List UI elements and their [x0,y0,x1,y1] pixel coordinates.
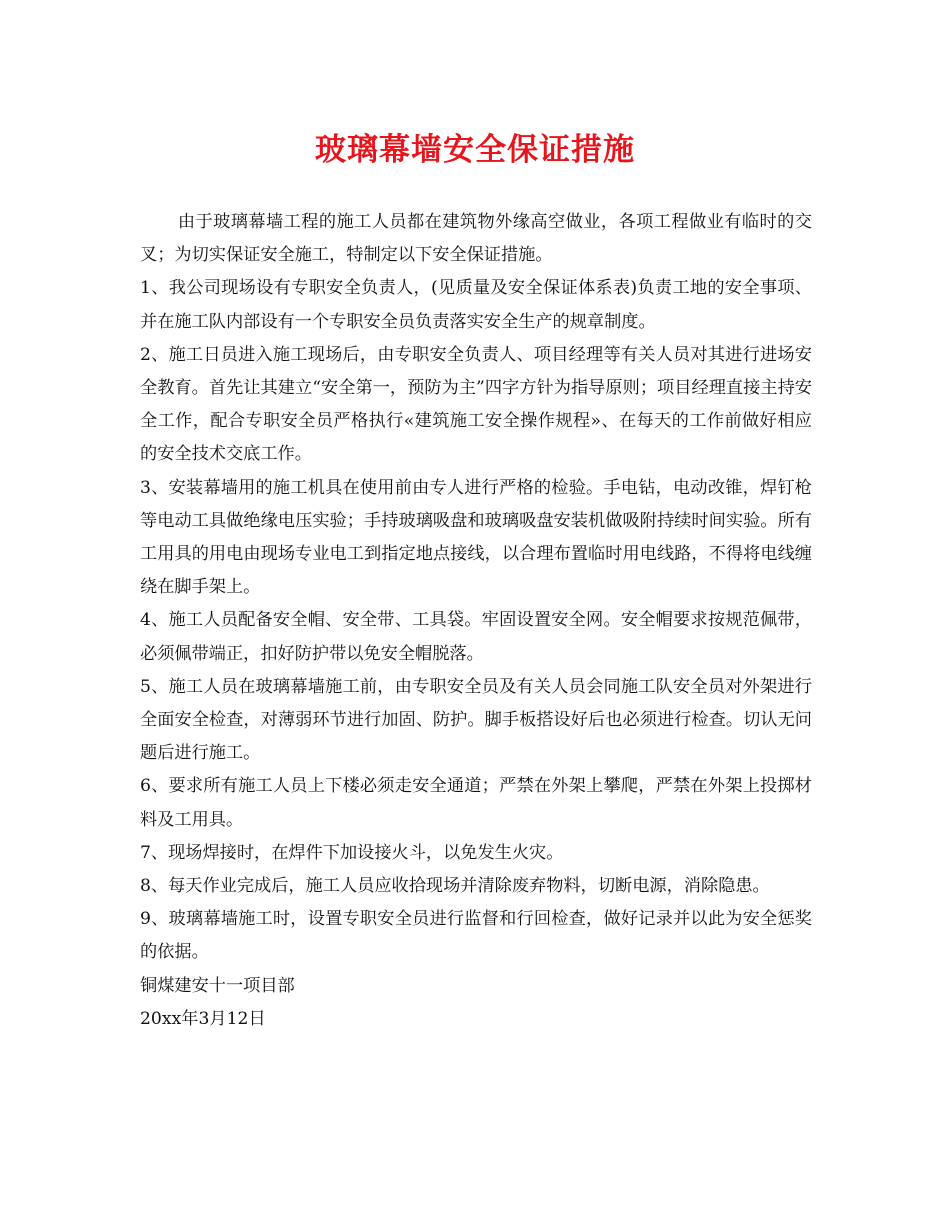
measure-item-5: 5、施工人员在玻璃幕墙施工前，由专职安全员及有关人员会同施工队安全员对外架进行全面安全检查，对薄弱环节进行加固、防护。脚手板搭设好后也必须进行检查。切认无问题后进行施工。 [140,676,812,764]
measure-item-6: 6、要求所有施工人员上下楼必须走安全通道；严禁在外架上攀爬，严禁在外架上投掷材料及工用具。 [140,776,812,830]
measure-item-9: 9、玻璃幕墙施工时，设置专职安全员进行监督和行回检查，做好记录并以此为安全惩奖的依据。 [140,909,812,963]
measure-item-8: 8、每天作业完成后，施工人员应收拾现场并清除废弃物料，切断电源，消除隐患。 [140,876,770,897]
date-line: 20xx年3月12日 [140,1008,266,1029]
measure-item-1: 1、我公司现场设有专职安全负责人，(见质量及安全保证体系表)负责工地的安全事项、并在施工队内部设有一个专职安全员负责落实安全生产的规章制度。 [140,278,812,332]
measure-item-7: 7、现场焊接时，在焊件下加设接火斗，以免发生火灾。 [140,842,564,863]
measure-item-4: 4、施工人员配备安全帽、安全带、工具袋。牢固设置安全网。安全帽要求按规范佩带，必须佩带端正，扣好防护带以免安全帽脱落。 [140,610,812,664]
measure-item-3: 3、安装幕墙用的施工机具在使用前由专人进行严格的检验。手电钻，电动改锥，焊钉枪等电动工具做绝缘电压实验；手持玻璃吸盘和玻璃吸盘安装机做吸附持续时间实验。所有工用具的用电由现场专业电工到指定地点接线，以合理布置临时用电线路，不得将电线缠绕在脚手架上。 [140,477,812,598]
signature-line: 铜煤建安十一项目部 [140,975,295,996]
intro-paragraph: 由于玻璃幕墙工程的施工人员都在建筑物外缘高空做业，各项工程做业有临时的交叉；为切实保证安全施工，特制定以下安全保证措施。 [140,212,812,266]
measure-item-2: 2、施工日员进入施工现场后，由专职安全负责人、项目经理等有关人员对其进行进场安全教育。首先让其建立“安全第一，预防为主”四字方针为指导原则；项目经理直接主持安全工作，配合专职安全员严格执行«建筑施工安全操作规程»、在每天的工作前做好相应的安全技术交底工作。 [140,344,812,465]
document-title: 玻璃幕墙安全保证措施 [315,132,635,168]
document-body [140,206,812,1036]
